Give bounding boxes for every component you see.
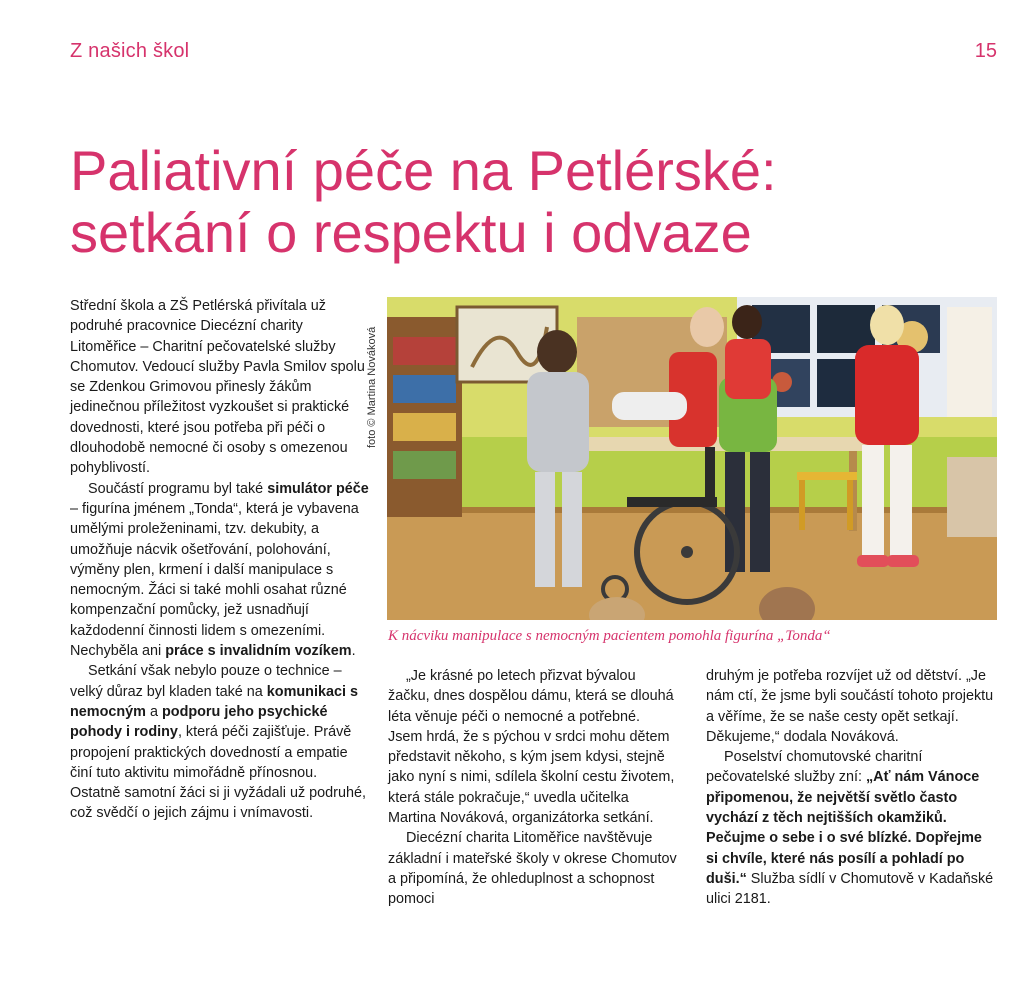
classroom-photo-illustration [387,297,997,620]
column-3 [706,666,996,910]
col3-p2-text-a: Poselství chomutovské charitní pečovatelské služby zní: [706,749,923,786]
photo-caption: K nácviku manipulace s nemocným pacientem pomohla figurína „Tonda“ [388,628,831,644]
col1-p2-text-a: Součástí programu byl také [88,480,268,497]
column-1 [70,296,370,824]
col1-p2-bold-simulator: simulátor péče [267,480,369,497]
col1-p2-bold-wheelchair: práce s invalidním vozíkem [165,643,352,660]
col3-paragraph-2 [706,747,996,909]
section-label: Z našich škol [70,40,190,62]
article-title-line2: setkání o respektu i odvaze [70,201,752,264]
col3-paragraph-1: druhým je potřeba rozvíjet už od dětství. „Je nám ctí, že jsme byli součástí tohoto projektu a věříme, že se naše cesty opět setkají. Děkujeme,“ dodala Nováková. [706,668,994,745]
article-title-line1: Paliativní péče na Petlérské: [70,139,777,202]
photo-credit [366,298,380,448]
article-title [70,140,970,264]
col1-p3-bold-support: podporu jeho psychické pohody i rodiny [70,703,328,741]
col3-p2-bold-message: „Ať nám Vánoce připomenou, že největší světlo často vychází z těch nejtišších okamžiků. Pečujme o sebe i o své blízké. Dopřejme si chvíle, které nás posílí a pohladí po duši.“ [706,769,982,887]
col1-paragraph-3 [70,661,370,823]
photo-credit-text: foto © Martina Nováková [366,326,378,448]
col3-p2-text-c: Služba sídlí v Chomutově v Kadaňské ulici 2181. [706,870,994,908]
col1-p3-text-c: a [145,703,162,720]
col1-p3-bold-communication: komunikaci s nemocným [70,683,358,720]
col1-paragraph-2 [70,479,370,662]
col1-paragraph-1: Střední škola a ZŠ Petlérská přivítala už podruhé pracovnice Diecézní charity Litoměřice – Charitní pečovatelské služby Chomutov. Vedoucí služby Pavla Smilov spolu se Zdenkou Grimovou přinesly žákům jedinečnou příležitost vyzkoušet si praktické dovednosti, které jsou potřeba při péči o dlouhodobě nemocné či osoby s omezenou pohyblivostí. [70,298,365,477]
col1-p3-text-e: , která péči zajišťuje. Právě propojení praktických dovedností a empatie činí tuto aktivitu mimořádně přínosnou. Ostatně samotní žáci si ji vyžádali už podruhé, což svědčí o jejich zájmu i vnímavosti. [70,724,366,822]
page-number: 15 [974,40,997,62]
column-2 [388,666,678,910]
col1-p2-text-c: – figurína jménem „Tonda“, která je vybavena umělými proleženinami, tzv. dekubity, a umožňuje nácvik ošetřování, polohování, výměny plen, krmení i další manipulace s nemocným. Žáci si také mohli osahat různé kompenzační pomůcky, jež usnadňují každodenní činnosti lidem s omezeními. Nechyběla ani [70,500,359,660]
col1-p3-text-a: Setkání však nebylo pouze o technice – velký důraz byl kladen také na [70,663,342,700]
article-photo [387,297,997,620]
col1-p2-text-e: . [351,643,356,660]
col2-paragraph-2: Diecézní charita Litoměřice navštěvuje základní i mateřské školy v okrese Chomutov a připomíná, že ohleduplnost a schopnost pomoci [388,830,677,908]
col2-paragraph-1: „Je krásné po letech přizvat bývalou žačku, dnes dospělou dámu, která se dlouhá léta věnuje péči o nemocné a potřebné. Jsem hrdá, že s pýchou v srdci mohu dětem představit někoho, s kým jsem kdysi, stejně jako nyní s nimi, sdílela školní cestu životem, která stále pokračuje,“ uvedla učitelka Martina Nováková, organizátorka setkání. [388,668,675,827]
